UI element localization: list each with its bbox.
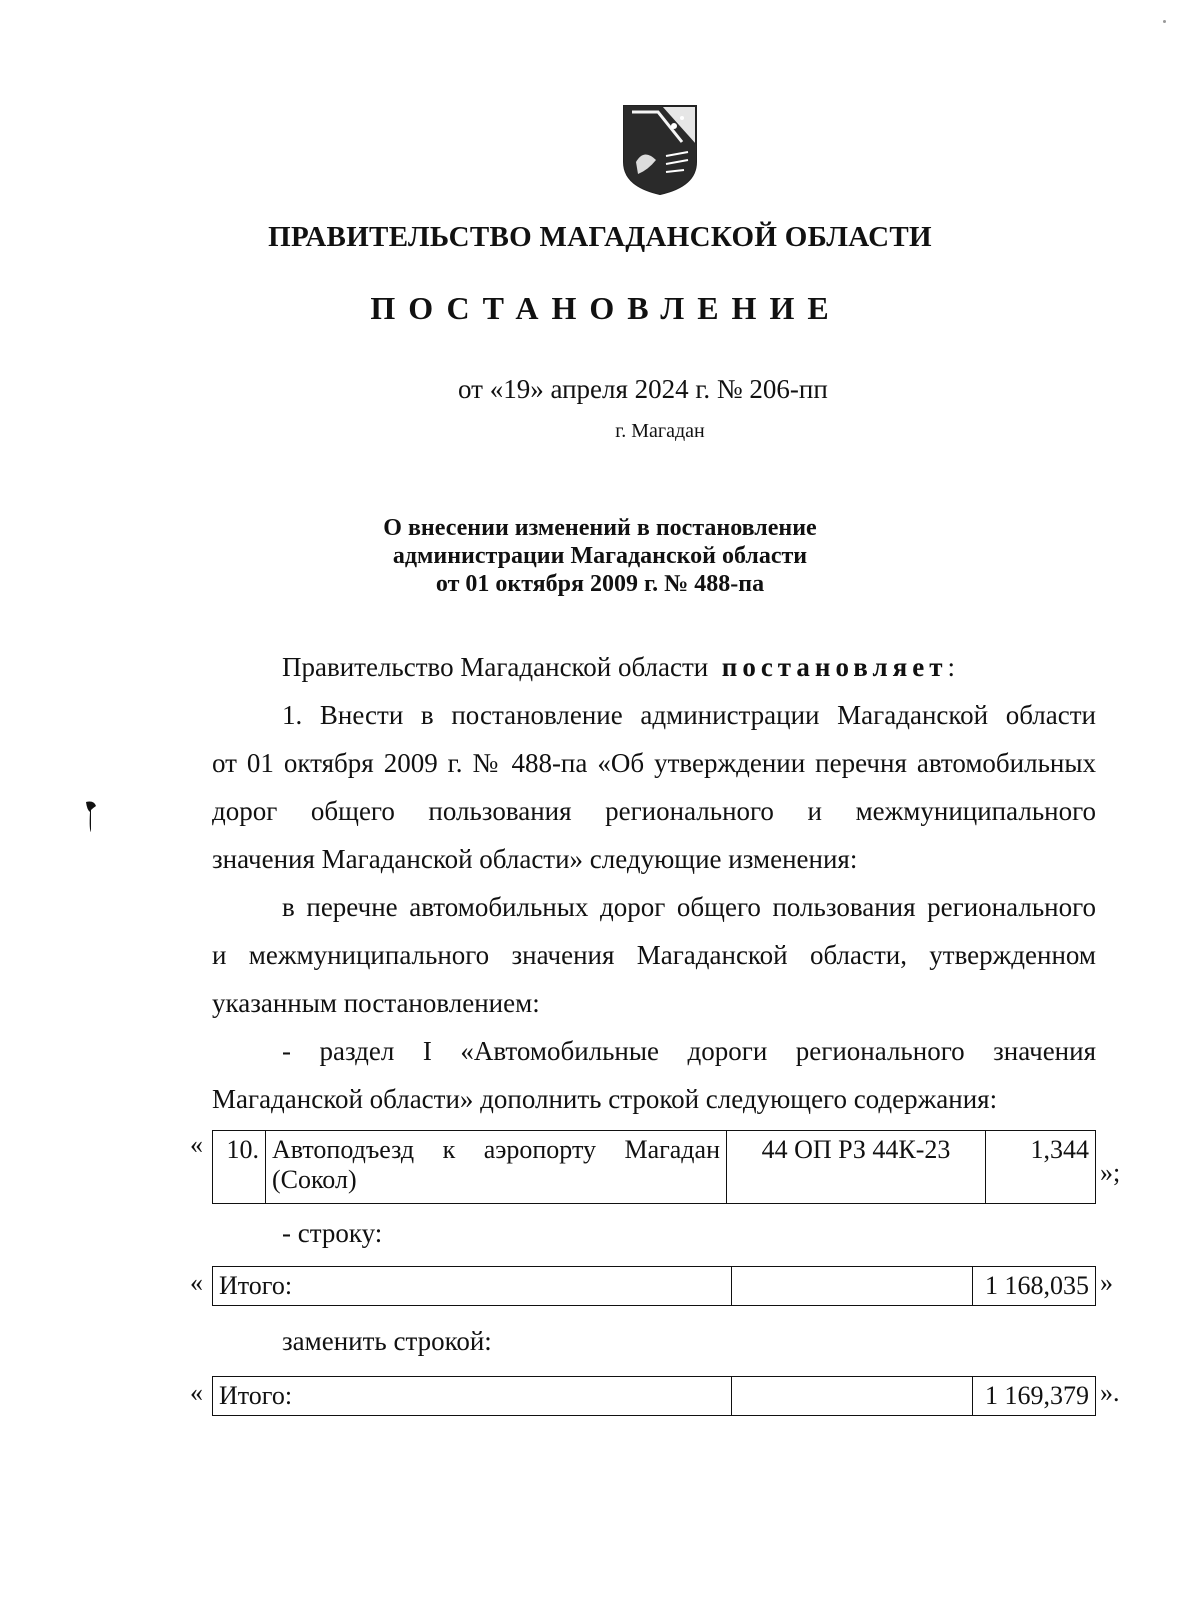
total-label: Итого: — [213, 1267, 732, 1306]
table-row — [213, 1267, 1096, 1306]
total-value: 1 168,035 — [973, 1267, 1096, 1306]
document-city: г. Магадан — [615, 420, 705, 442]
margin-ink-mark — [84, 800, 98, 834]
intro-colon: : — [947, 652, 956, 682]
paragraph-2-line: указанным постановлением: — [212, 988, 540, 1018]
coat-of-arms-emblem — [622, 104, 698, 196]
table-row — [213, 1377, 1096, 1416]
old-total-table — [212, 1266, 1096, 1306]
total-code — [732, 1377, 973, 1416]
intro-text: Правительство Магаданской области — [282, 652, 709, 682]
paragraph-3-line: Магаданской области» дополнить строкой следующего содержания: — [212, 1084, 998, 1114]
open-quote: « — [190, 1268, 203, 1297]
open-quote: « — [190, 1378, 203, 1407]
subject-line: О внесении изменений в постановление — [383, 515, 817, 541]
table-row — [213, 1131, 1096, 1204]
road-length: 1,344 — [986, 1131, 1096, 1204]
intro-paragraph — [282, 652, 1096, 683]
government-name: ПРАВИТЕЛЬСТВО МАГАДАНСКОЙ ОБЛАСТИ — [268, 221, 932, 253]
total-value: 1 169,379 — [973, 1377, 1096, 1416]
total-label: Итого: — [213, 1377, 732, 1416]
road-name: Автоподъезд к аэропорту Магадан (Сокол) — [266, 1131, 727, 1204]
paragraph-2-line: в перечне автомобильных дорог общего пользования регионального — [282, 892, 1096, 922]
subject-line: от 01 октября 2009 г. № 488-па — [435, 571, 765, 597]
total-code — [732, 1267, 973, 1306]
close-quote: »; — [1100, 1158, 1121, 1187]
paragraph-1-line: 1. Внести в постановление администрации Магаданской области — [282, 700, 1096, 730]
close-quote: » — [1100, 1268, 1113, 1297]
document-subject — [300, 514, 900, 598]
replace-label: заменить строкой: — [282, 1326, 492, 1356]
document-type: ПОСТАНОВЛЕНИЕ — [370, 290, 842, 326]
paragraph-1-line: от 01 октября 2009 г. № 488-па «Об утверждении перечня автомобильных — [212, 748, 1096, 778]
row-label: - строку: — [282, 1218, 383, 1248]
paragraph-3-line: - раздел I «Автомобильные дороги регионального значения — [282, 1036, 1096, 1066]
document-date-number: от «19» апреля 2024 г. № 206-пп — [458, 374, 828, 404]
paragraph-1-line: дорог общего пользования регионального и межмуниципального — [212, 796, 1096, 826]
road-code: 44 ОП РЗ 44К-23 — [727, 1131, 986, 1204]
paragraph-1-line: значения Магаданской области» следующие изменения: — [212, 844, 858, 874]
row-number: 10. — [213, 1131, 266, 1204]
close-quote: ». — [1100, 1378, 1120, 1407]
new-total-table — [212, 1376, 1096, 1416]
scan-speck — [1163, 20, 1166, 23]
paragraph-2-line: и межмуниципального значения Магаданской области, утвержденном — [212, 940, 1096, 970]
open-quote: « — [190, 1130, 203, 1159]
subject-line: администрации Магаданской области — [392, 543, 808, 569]
added-row-table — [212, 1130, 1096, 1204]
intro-spaced-word: постановляет — [721, 652, 948, 682]
